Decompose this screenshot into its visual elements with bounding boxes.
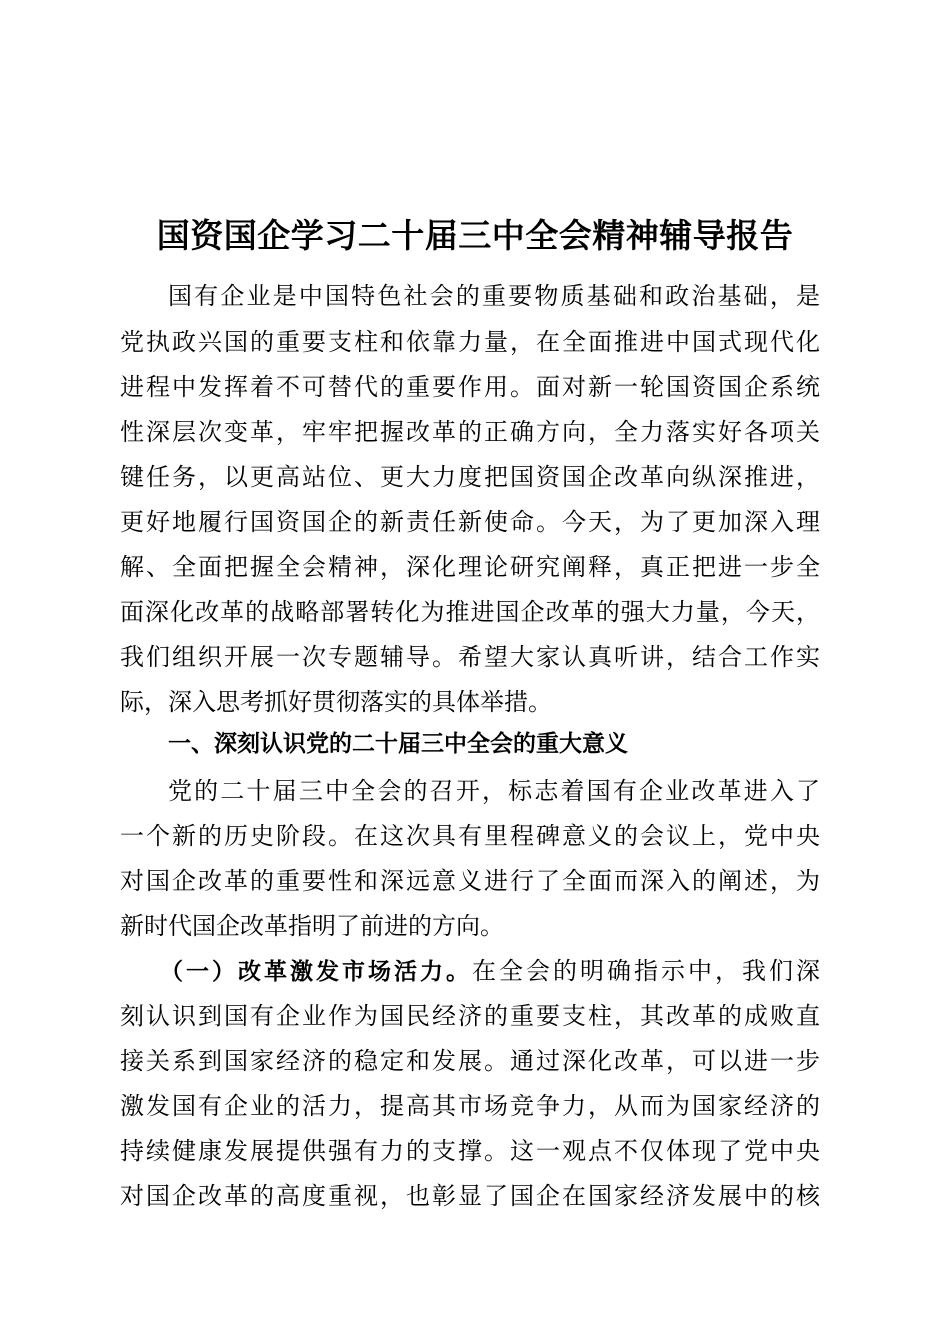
subsection-first-line [160,948,820,994]
subsection-text: 在全会的明确指示中，我们深 [472,957,820,985]
paragraph-line: 进程中发挥着不可替代的重要作用。面对新一轮国资国企系统 [120,373,820,401]
paragraph-line: 对国企改革的高度重视，也彰显了国企在国家经济发展中的核 [120,1182,820,1210]
paragraph-line: 接关系到国家经济的稳定和发展。通过深化改革，可以进一步 [120,1047,820,1075]
paragraph-line: 持续健康发展提供强有力的支撑。这一观点不仅体现了党中央 [120,1137,820,1165]
paragraph-line: 际，深入思考抓好贯彻落实的具体举措。 [120,688,552,716]
paragraph-line: 解、全面把握全会精神，深化理论研究阐释，真正把进一步全 [120,553,820,581]
paragraph-line: 键任务，以更高站位、更大力度把国资国企改革向纵深推进， [120,463,820,491]
paragraph-line: 国有企业是中国特色社会的重要物质基础和政治基础，是 [168,282,820,310]
paragraph-line: 新时代国企改革指明了前进的方向。 [120,912,504,940]
paragraph-line: 面深化改革的战略部署转化为推进国企改革的强大力量，今天， [120,598,820,626]
paragraph-line: 激发国有企业的活力，提高其市场竞争力，从而为国家经济的 [120,1092,820,1120]
paragraph-line: 党执政兴国的重要支柱和依靠力量，在全面推进中国式现代化 [120,328,820,356]
paragraph-line: 党的二十届三中全会的召开，标志着国有企业改革进入了 [168,777,820,805]
document-title: 国资国企学习二十届三中全会精神辅导报告 [156,216,794,255]
paragraph-line: 一个新的历史阶段。在这次具有里程碑意义的会议上，党中央 [120,822,820,850]
paragraph-line: 对国企改革的重要性和深远意义进行了全面而深入的阐述，为 [120,867,820,895]
paragraph-line: 更好地履行国资国企的新责任新使命。今天，为了更加深入理 [120,508,820,536]
section-heading: 一、深刻认识党的二十届三中全会的重大意义 [168,731,628,757]
paragraph-line: 刻认识到国有企业作为国民经济的重要支柱，其改革的成败直 [120,1002,820,1030]
paragraph-line: 性深层次变革，牢牢把握改革的正确方向，全力落实好各项关 [120,418,820,446]
paragraph-line: 我们组织开展一次专题辅导。希望大家认真听讲，结合工作实 [120,643,820,671]
subsection-heading: （一）改革激发市场活力。 [160,959,472,985]
